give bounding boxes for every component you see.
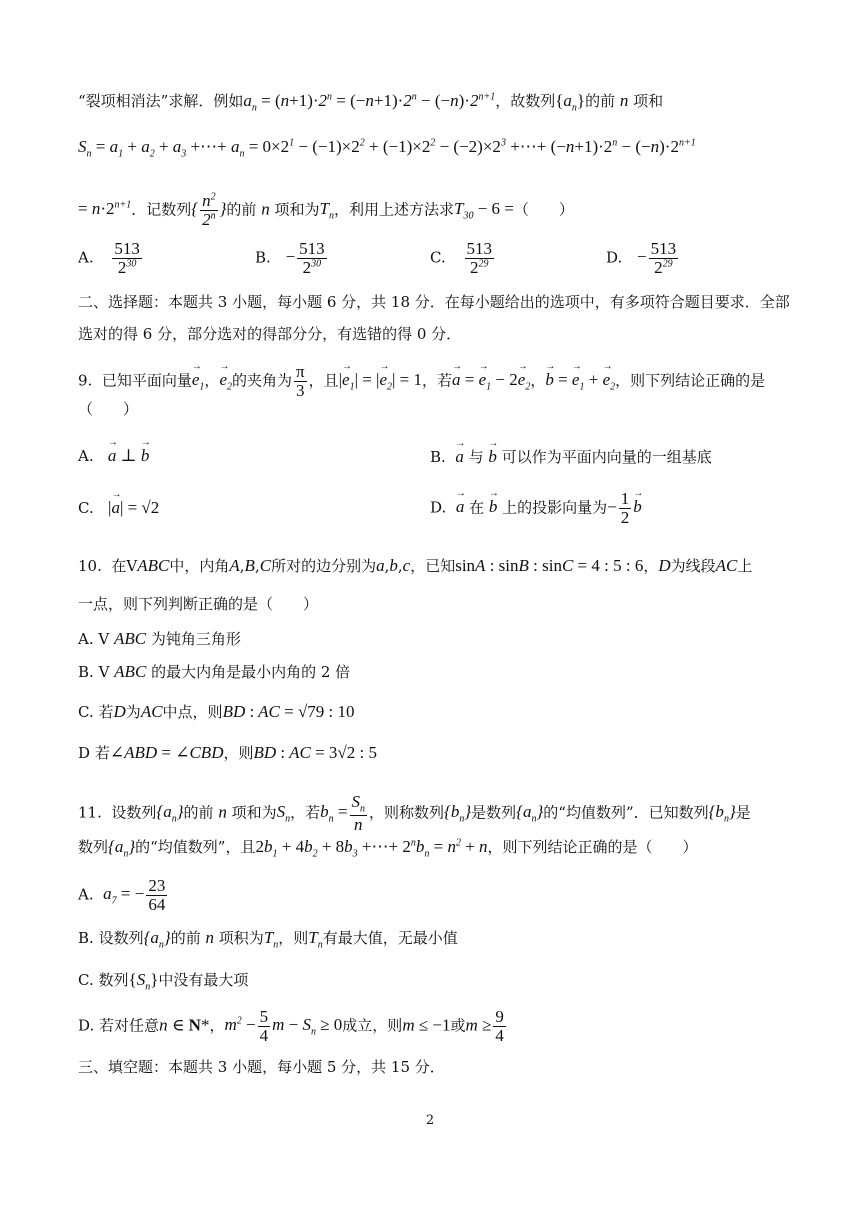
q10-line2: 一点，则下列判断正确的是（ ） bbox=[78, 595, 319, 613]
section2-line1: 二、选择题：本题共 3 小题，每小题 6 分，共 18 分．在每小题给出的选项中，有多项符合题目要求．全部 bbox=[78, 293, 790, 311]
q8-line1: “裂项相消法”求解．例如$a_n = (n+1)\cdot 2^n = (-n+1)\cdot 2^n - (-n)\cdot 2^{n+1}$，故数列$\{a_n\}$的前 n 项和 bbox=[78, 91, 664, 114]
q10-option-c[interactable]: C. 若D为AC中点，则BD : AC = √79 : 10 bbox=[78, 702, 355, 721]
q8-option-d[interactable]: D. − $\frac{513}{2^{29}}$ bbox=[606, 239, 677, 277]
q8-line1-tail: ，故数列 bbox=[495, 92, 556, 110]
q10-option-d[interactable]: D 若∠ABD = ∠CBD，则BD : AC = 3√2 : 5 bbox=[78, 743, 377, 762]
q10-stem: 10. 在VABC中，内角A,B,C所对的边分别为a,b,c，已知sinA : sinB : sinC = 4 : 5 : 6，D为线段AC上 bbox=[78, 556, 753, 575]
q10-option-b[interactable]: B. V ABC 的最大内角是最小内角的 2 倍 bbox=[78, 662, 351, 681]
page-number: 2 bbox=[425, 1113, 435, 1128]
q8-option-b[interactable]: B. − $\frac{513}{2^{30}}$ bbox=[255, 239, 325, 277]
q8-example-formula: $a_n = (n+1)\cdot 2^n = (-n+1)\cdot 2^n - (-n)\cdot 2^{n+1}$ bbox=[243, 91, 496, 114]
q9-option-d[interactable]: D. → a 在 → b 上的投影向量为− $\frac{1}{2}$ → b bbox=[430, 490, 642, 527]
q8-option-c[interactable]: C. $\frac{513}{2^{29}}$ bbox=[430, 239, 492, 277]
q11-option-c[interactable]: C. 数列$\{S_n\}$中没有最大项 bbox=[78, 970, 249, 993]
q11-option-a[interactable]: A. $a_7$ = − $\frac{23}{64}$ bbox=[78, 876, 166, 914]
q8-option-a[interactable]: A. $\frac{513}{2^{30}}$ bbox=[78, 239, 140, 277]
q8-line1-text: “裂项相消法”求解．例如 bbox=[78, 92, 244, 110]
section2-line2: 选对的得 6 分，部分选对的得部分分，有选错的得 0 分． bbox=[78, 325, 462, 343]
q9-option-a[interactable]: A. → a ⊥ → b bbox=[78, 446, 149, 466]
q9-stem: 9. 已知平面向量→ $e_1$，→ $e_2$的夹角为 $\frac{\pi}{3}$ ，且|→ $e_1|$ = |→ $e_2| = 1$，若→ a = → $e_1 - 2\to e_2$，→ b = → $e_1$ + → $e_2$，则下列结论正确的是 bbox=[78, 363, 765, 400]
q10-option-a[interactable]: A. V ABC 为钝角三角形 bbox=[78, 629, 241, 648]
q11-option-d[interactable]: D. 若对任意n ∈ N*，$m^2$ − $\frac{5}{4}$ $m - S_n \ge 0$成立，则m ≤ −1或m ≥ $\frac{9}{4}$ bbox=[78, 1007, 504, 1045]
q9-option-b[interactable]: B. → a 与 → b 可以作为平面内向量的一组基底 bbox=[430, 446, 712, 467]
q9-paren: （ ） bbox=[78, 400, 139, 418]
q9-option-c[interactable]: C. |→ a| = √2 bbox=[78, 498, 159, 518]
section3-heading: 三、填空题：本题共 3 小题，每小题 5 分，共 15 分． bbox=[78, 1058, 445, 1076]
q11-line2: 数列$\{a_n\}$的“均值数列”，且$2b_1 + 4b_2 + 8b_3$ +⋯+ $2^nb_n = n^2 + n$，则下列结论正确的是（ ） bbox=[78, 837, 698, 860]
q11-stem: 11. 设数列$\{a_n\}$的前 n 项和为$S_n$，若$b_n$ = $\frac{S_n}{n}$ ，则称数列$\{b_n\}$是数列$\{a_n\}$的“均值数列”．已知数列$\{b_n\}$是 bbox=[78, 792, 751, 834]
q8-line3: = $n\cdot 2^{n+1}$．记数列{ $\frac{n^2}{2^n}$ }的前 n 项和为$T_n$，利用上述方法求$T_{30} - 6$ =（ ） bbox=[78, 191, 574, 229]
q8-sum-formula: $S_n = a_1 + a_2 + a_3$ +⋯+ $a_n = 0\times 2^1 - (-1)\times 2^2 + (-1)\times 2^2 - (-2)\times 2^3$ +⋯+ $(-n+1)\cdot 2^n - (-n)\cdot 2^{n+1}$ bbox=[78, 137, 696, 160]
q11-option-b[interactable]: B. 设数列$\{a_n\}$的前 n 项积为$T_n$，则$T_n$有最大值，无最小值 bbox=[78, 928, 458, 951]
